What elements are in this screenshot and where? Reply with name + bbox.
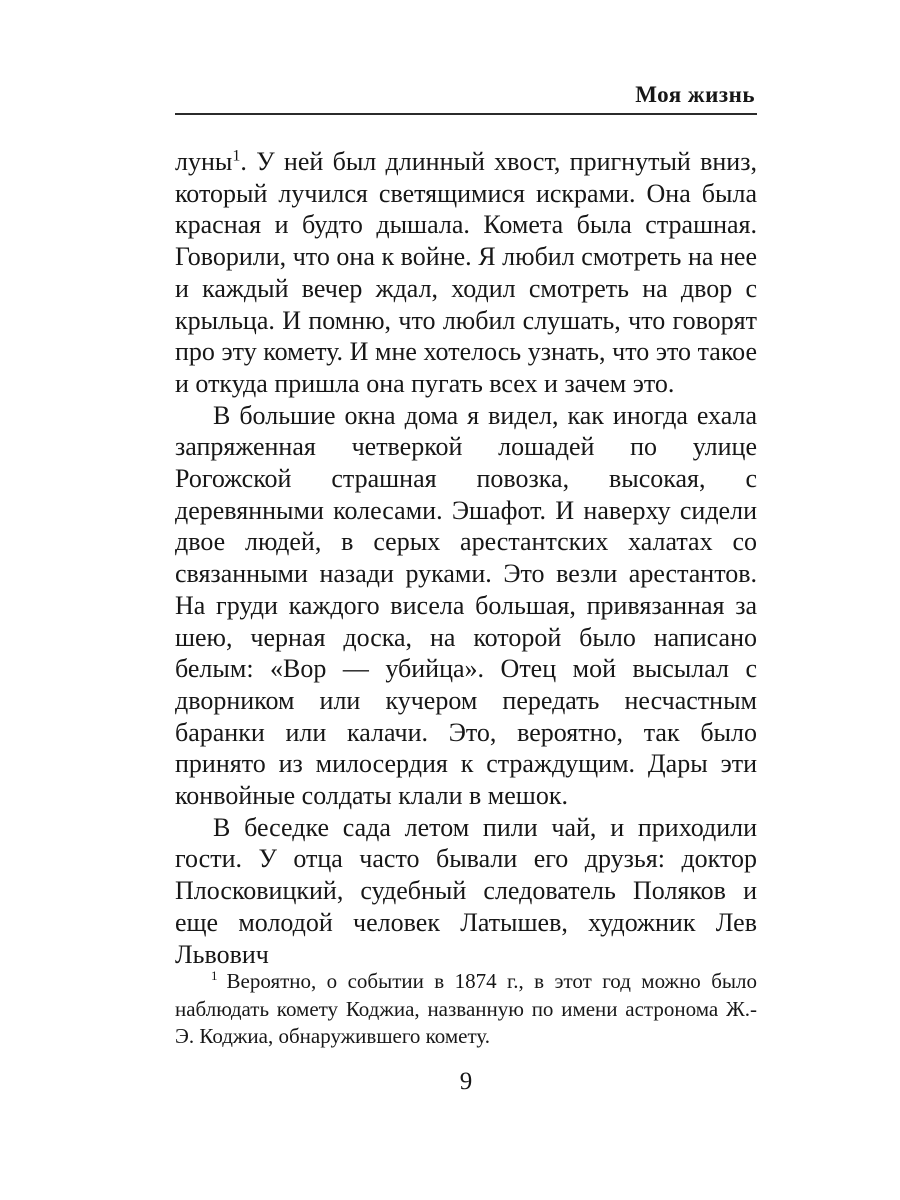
footnote-block: [175, 968, 757, 1051]
page-body: [175, 146, 757, 970]
page-number: 9: [459, 1068, 473, 1095]
paragraph: В беседке сада летом пили чай, и приходили гости. У отца часто бывали его друзья: доктор Плосковицкий, судебный следователь Поляков и еще молодой человек Латышев, художник Лев Львович: [175, 812, 757, 969]
paragraph-continuation: [175, 146, 757, 400]
paragraph-text: луны: [175, 147, 233, 176]
footnote-text: Вероятно, о событии в 1874 г., в этот год можно было наблюдать комету Коджиа, названную по имени астронома Ж.-Э. Коджиа, обнаружившего комету.: [175, 969, 757, 1048]
paragraph: В большие окна дома я видел, как иногда ехала запряженная четверкой лошадей по улице Рогожской страшная повозка, высокая, с деревянными колесами. Эшафот. И наверху сидели двое людей, в серых арестантских халатах со связанными назади руками. Это везли арестантов. На груди каждого висела большая, привязанная за шею, черная доска, на которой было написано белым: «Вор — убийца». Отец мой высылал с дворником или кучером передать несчастным баранки или калачи. Это, вероятно, так было принято из милосердия к страждущим. Дары эти конвойные солдаты клали в мешок.: [175, 400, 757, 811]
footnote-number: 1: [211, 968, 218, 983]
footnote: [175, 968, 757, 1051]
footnote-reference-marker: 1: [232, 147, 241, 165]
running-head-title: Моя жизнь: [635, 82, 755, 107]
paragraph-text: . У ней был длинный хвост, пригнутый вниз, который лучился светящимися искрами. Она была красная и будто дышала. Комета была страшная. Говорили, что она к войне. Я любил смотреть на нее и каждый вечер ждал, ходил смотреть на двор с крыльца. И помню, что любил слушать, что говорят про эту комету. И мне хотелось узнать, что это такое и откуда пришла она пугать всех и зачем это.: [175, 147, 757, 398]
page-header: [175, 82, 757, 115]
header-rule: [175, 113, 757, 115]
